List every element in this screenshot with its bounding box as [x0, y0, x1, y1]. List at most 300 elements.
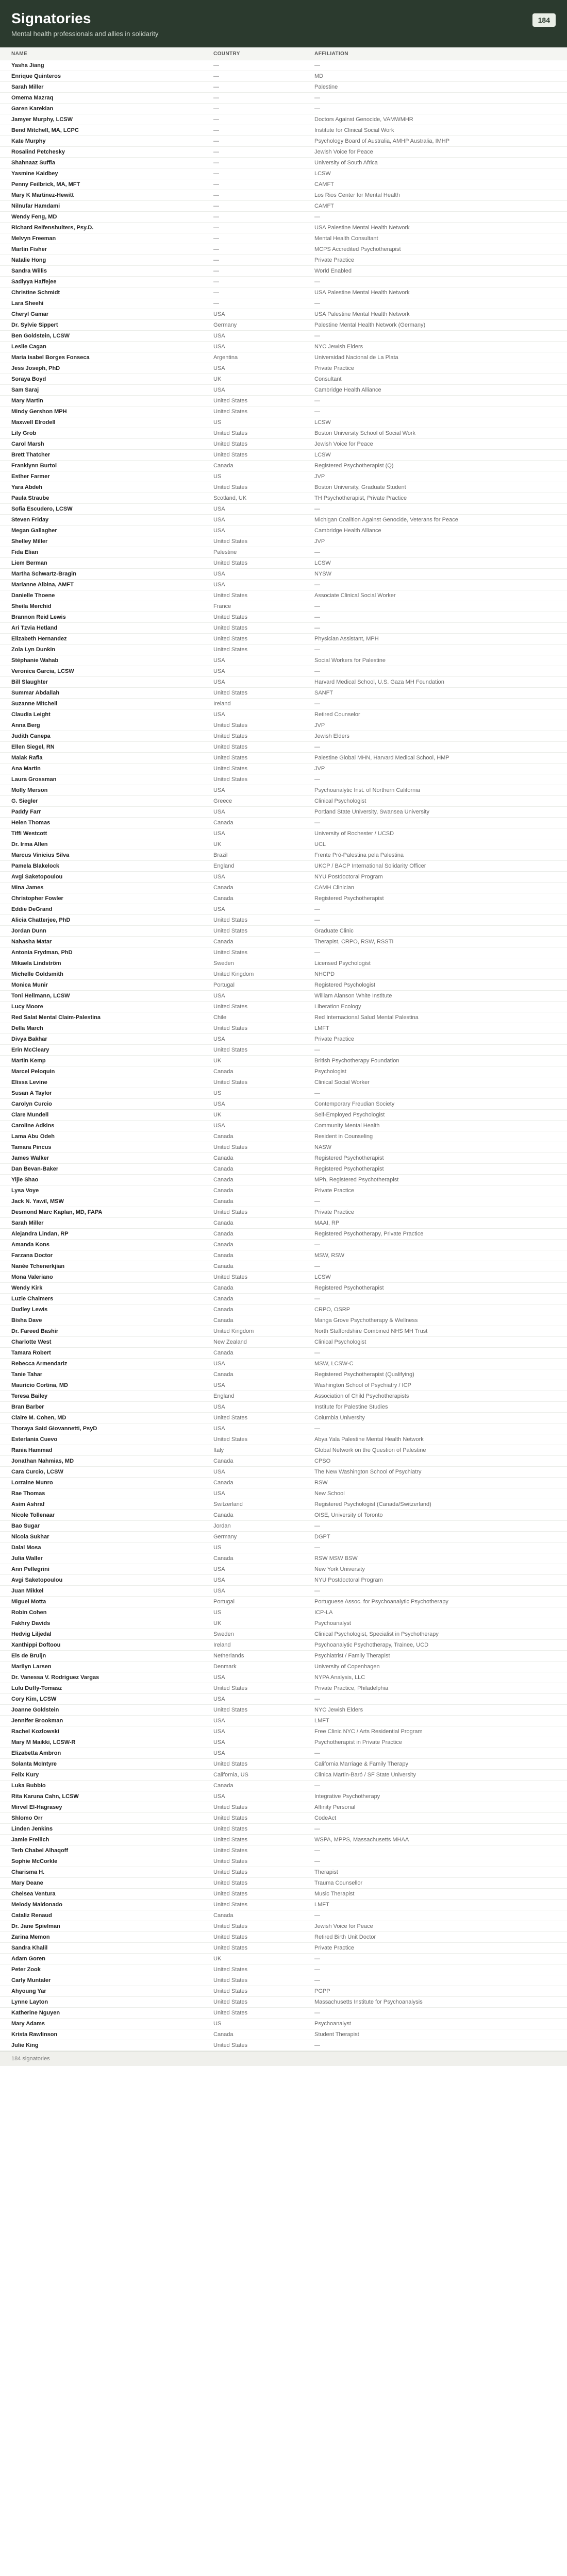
signatory-name: Bisha Dave — [0, 1315, 202, 1326]
signatory-name: Luzie Chalmers — [0, 1294, 202, 1304]
table-row — [0, 1748, 567, 1759]
signatory-affiliation: — — [303, 396, 567, 406]
signatory-name: Miguel Motta — [0, 1597, 202, 1607]
table-row — [0, 1737, 567, 1748]
signatory-country: Canada — [202, 1369, 303, 1380]
signatory-name: Tanie Tahar — [0, 1369, 202, 1380]
signatory-name: Lulu Duffy-Tomasz — [0, 1683, 202, 1694]
signatory-affiliation: Registered Psychotherapist (Qualifying) — [303, 1369, 567, 1380]
signatory-affiliation: Registered Psychotherapist (Q) — [303, 461, 567, 471]
signatory-name: Cory Kim, LCSW — [0, 1694, 202, 1705]
signatory-name: Monica Munir — [0, 980, 202, 991]
signatory-affiliation: — — [303, 1294, 567, 1304]
signatory-country: United States — [202, 1683, 303, 1694]
signatory-name: Sophie McCorkle — [0, 1856, 202, 1867]
signatory-country: United States — [202, 439, 303, 450]
signatory-name: Marilyn Larsen — [0, 1662, 202, 1672]
signatory-affiliation: New School — [303, 1488, 567, 1499]
table-row — [0, 1261, 567, 1272]
table-row — [0, 406, 567, 417]
signatory-affiliation: CPSO — [303, 1456, 567, 1467]
signatory-country: Canada — [202, 1315, 303, 1326]
table-row — [0, 1856, 567, 1867]
signatory-name: Toni Hellmann, LCSW — [0, 991, 202, 1002]
signatory-country: Denmark — [202, 1662, 303, 1672]
table-body — [0, 60, 567, 2051]
signatory-country: United States — [202, 1867, 303, 1878]
signatory-affiliation: Doctors Against Genocide, VAMWMHR — [303, 114, 567, 125]
signatory-name: Natalie Hong — [0, 255, 202, 266]
signatory-name: Rosalind Petchesky — [0, 147, 202, 158]
signatory-name: Yijie Shao — [0, 1175, 202, 1185]
table-row — [0, 1835, 567, 1845]
table-row — [0, 1759, 567, 1770]
signatory-name: Linden Jenkins — [0, 1824, 202, 1835]
signatory-affiliation: TH Psychotherapist, Private Practice — [303, 493, 567, 504]
signatory-affiliation: JVP — [303, 471, 567, 482]
signatory-name: Katherine Nguyen — [0, 2008, 202, 2019]
table-row — [0, 1045, 567, 1056]
signatory-affiliation: — — [303, 623, 567, 634]
signatory-name: Desmond Marc Kaplan, MD, FAPA — [0, 1207, 202, 1218]
table-row — [0, 1488, 567, 1499]
table-row — [0, 1791, 567, 1802]
signatory-country: United States — [202, 742, 303, 753]
signatory-name: Rania Hammad — [0, 1445, 202, 1456]
signatory-country: US — [202, 471, 303, 482]
table-row — [0, 1359, 567, 1369]
signatory-country: US — [202, 2019, 303, 2029]
table-row — [0, 699, 567, 709]
signatory-affiliation: NASW — [303, 1142, 567, 1153]
signatory-country: United States — [202, 1964, 303, 1975]
page-title: Signatories — [11, 10, 91, 26]
signatory-name: Martin Fisher — [0, 244, 202, 255]
table-row — [0, 1932, 567, 1943]
signatory-country: Canada — [202, 461, 303, 471]
table-row — [0, 980, 567, 991]
signatory-affiliation: — — [303, 1748, 567, 1759]
signatory-country: USA — [202, 1575, 303, 1586]
signatory-name: G. Siegler — [0, 796, 202, 807]
signatory-affiliation: World Enabled — [303, 266, 567, 277]
table-row — [0, 818, 567, 828]
signatory-affiliation: MSW, LCSW-C — [303, 1359, 567, 1369]
signatory-name: Jennifer Brookman — [0, 1716, 202, 1726]
table-row — [0, 1402, 567, 1413]
signatory-affiliation: CAMH Clinician — [303, 883, 567, 893]
signatory-affiliation: CRPO, OSRP — [303, 1304, 567, 1315]
signatory-name: Esther Farmer — [0, 471, 202, 482]
signatory-name: Liem Berman — [0, 558, 202, 569]
signatory-name: Erin McCleary — [0, 1045, 202, 1056]
signatory-country: Ireland — [202, 1640, 303, 1651]
signatory-country: — — [202, 114, 303, 125]
signatory-affiliation: DGPT — [303, 1532, 567, 1543]
signatory-country: United States — [202, 753, 303, 764]
signatory-affiliation: Palestine — [303, 82, 567, 93]
signatory-affiliation: Student Therapist — [303, 2029, 567, 2040]
signatory-affiliation: Institute for Palestine Studies — [303, 1402, 567, 1413]
signatory-country: USA — [202, 1726, 303, 1737]
signatory-country: Germany — [202, 320, 303, 331]
signatory-affiliation: LMFT — [303, 1023, 567, 1034]
signatory-name: Cheryl Gamar — [0, 309, 202, 320]
signatory-affiliation: UKCP / BACP International Solidarity Officer — [303, 861, 567, 872]
signatory-name: Claudia Leight — [0, 709, 202, 720]
signatory-name: Cataliz Renaud — [0, 1910, 202, 1921]
table-row — [0, 1207, 567, 1218]
signatory-affiliation: LMFT — [303, 1900, 567, 1910]
signatory-name: Avgi Saketopoulou — [0, 872, 202, 883]
signatory-country: — — [202, 158, 303, 168]
signatory-country: Canada — [202, 883, 303, 893]
signatory-name: Christopher Fowler — [0, 893, 202, 904]
signatory-affiliation: LCSW — [303, 450, 567, 461]
signatory-country: United States — [202, 536, 303, 547]
signatory-country: — — [202, 147, 303, 158]
signatory-country: Canada — [202, 1781, 303, 1791]
signatory-affiliation: Association of Child Psychotherapists — [303, 1391, 567, 1402]
signatory-affiliation: — — [303, 1910, 567, 1921]
signatory-name: Julie King — [0, 2040, 202, 2051]
signatory-country: United States — [202, 590, 303, 601]
table-row — [0, 1131, 567, 1142]
signatory-affiliation: OISE, University of Toronto — [303, 1510, 567, 1521]
signatory-country: USA — [202, 363, 303, 374]
signatory-affiliation: Portuguese Assoc. for Psychoanalytic Psychotherapy — [303, 1597, 567, 1607]
signatory-affiliation: Universidad Nacional de La Plata — [303, 352, 567, 363]
signatory-name: Marcus Vinicius Silva — [0, 850, 202, 861]
signatory-country: United States — [202, 2008, 303, 2019]
table-row — [0, 309, 567, 320]
signatory-country: USA — [202, 1672, 303, 1683]
signatory-affiliation: Clinical Psychologist — [303, 1337, 567, 1348]
signatory-affiliation: — — [303, 915, 567, 926]
column-header-affiliation: AFFILIATION — [303, 47, 567, 60]
signatory-affiliation: RSW — [303, 1478, 567, 1488]
signatory-country: Switzerland — [202, 1499, 303, 1510]
signatory-country: United States — [202, 623, 303, 634]
signatory-country: England — [202, 861, 303, 872]
signatory-name: Lynne Layton — [0, 1997, 202, 2008]
table-row — [0, 1975, 567, 1986]
signatory-name: Asim Ashraf — [0, 1499, 202, 1510]
signatory-name: Marianne Albina, AMFT — [0, 580, 202, 590]
signatory-country: USA — [202, 1586, 303, 1597]
table-row — [0, 450, 567, 461]
signatory-country: USA — [202, 666, 303, 677]
signatory-affiliation: — — [303, 1586, 567, 1597]
table-row — [0, 331, 567, 342]
table-row — [0, 623, 567, 634]
table-row — [0, 709, 567, 720]
signatory-country: Canada — [202, 1348, 303, 1359]
table-row — [0, 1250, 567, 1261]
signatory-affiliation: Music Therapist — [303, 1889, 567, 1900]
signatory-country: — — [202, 233, 303, 244]
signatory-affiliation: William Alanson White Institute — [303, 991, 567, 1002]
table-row — [0, 1164, 567, 1175]
signatory-affiliation: Free Clinic NYC / Arts Residential Program — [303, 1726, 567, 1737]
signatory-country: United States — [202, 1023, 303, 1034]
signatory-name: Yasha Jiang — [0, 60, 202, 71]
signatory-name: Mary Adams — [0, 2019, 202, 2029]
signatory-name: Molly Merson — [0, 785, 202, 796]
table-row — [0, 190, 567, 201]
signatory-country: — — [202, 179, 303, 190]
signatory-country: United States — [202, 612, 303, 623]
signatory-country: Portugal — [202, 1597, 303, 1607]
signatory-affiliation: Psychoanalytic Psychotherapy, Trainee, UCD — [303, 1640, 567, 1651]
signatory-country: USA — [202, 1564, 303, 1575]
signatory-affiliation: Registered Psychologist — [303, 980, 567, 991]
table-row — [0, 893, 567, 904]
signatory-country: Canada — [202, 937, 303, 947]
signatory-country: UK — [202, 1618, 303, 1629]
signatory-country: United States — [202, 720, 303, 731]
table-row — [0, 1564, 567, 1575]
table-row — [0, 396, 567, 406]
signatory-affiliation: — — [303, 947, 567, 958]
table-row — [0, 1369, 567, 1380]
signatory-name: Farzana Doctor — [0, 1250, 202, 1261]
signatory-name: Mary M Maikki, LCSW-R — [0, 1737, 202, 1748]
signatory-name: Mindy Gershon MPH — [0, 406, 202, 417]
signatory-country: France — [202, 601, 303, 612]
signatory-affiliation: — — [303, 2040, 567, 2051]
table-row — [0, 1196, 567, 1207]
table-row — [0, 1986, 567, 1997]
table-row — [0, 1662, 567, 1672]
signatory-country: USA — [202, 1121, 303, 1131]
table-row — [0, 828, 567, 839]
signatory-country: — — [202, 136, 303, 147]
signatory-country: United States — [202, 1207, 303, 1218]
signatory-affiliation: Psychology Board of Australia, AMHP Australia, IMHP — [303, 136, 567, 147]
table-row — [0, 1326, 567, 1337]
signatory-affiliation: Clinical Psychologist — [303, 796, 567, 807]
signatory-affiliation: LCSW — [303, 1272, 567, 1283]
signatory-affiliation: UCL — [303, 839, 567, 850]
signatory-name: Christine Schmidt — [0, 287, 202, 298]
signatory-country: USA — [202, 1380, 303, 1391]
signatory-name: Mary K Martinez-Hewitt — [0, 190, 202, 201]
signatory-country: — — [202, 223, 303, 233]
table-row — [0, 774, 567, 785]
signatory-country: United States — [202, 1932, 303, 1943]
signatory-name: Caroline Adkins — [0, 1121, 202, 1131]
table-row — [0, 1056, 567, 1066]
signatory-affiliation: — — [303, 742, 567, 753]
signatory-country: Canada — [202, 1218, 303, 1229]
signatory-name: Juan Mikkel — [0, 1586, 202, 1597]
table-row — [0, 1964, 567, 1975]
signatory-affiliation: California Marriage & Family Therapy — [303, 1759, 567, 1770]
signatory-name: Dr. Irma Allen — [0, 839, 202, 850]
signatory-affiliation: Graduate Clinic — [303, 926, 567, 937]
signatory-affiliation: Psychoanalytic Inst. of Northern California — [303, 785, 567, 796]
table-row — [0, 655, 567, 666]
signatory-name: Red Salat Mental Claim-Palestina — [0, 1012, 202, 1023]
table-row — [0, 1499, 567, 1510]
signatory-name: Clare Mundell — [0, 1110, 202, 1121]
signatory-name: Garen Karekian — [0, 104, 202, 114]
table-row — [0, 1683, 567, 1694]
table-row — [0, 785, 567, 796]
signatory-country: USA — [202, 828, 303, 839]
table-row — [0, 991, 567, 1002]
signatory-name: Lorraine Munro — [0, 1478, 202, 1488]
signatory-country: United States — [202, 1997, 303, 2008]
signatory-affiliation: JVP — [303, 536, 567, 547]
signatory-country: USA — [202, 991, 303, 1002]
signatory-affiliation: — — [303, 1824, 567, 1835]
table-row — [0, 1315, 567, 1326]
signatory-name: Luka Bubbio — [0, 1781, 202, 1791]
signatory-affiliation: University of Copenhagen — [303, 1662, 567, 1672]
signatory-name: Dan Bevan-Baker — [0, 1164, 202, 1175]
signatory-affiliation: Private Practice — [303, 1185, 567, 1196]
signatory-name: Maria Isabel Borges Fonseca — [0, 352, 202, 363]
signatory-name: Fakhry Davids — [0, 1618, 202, 1629]
signatory-affiliation: Private Practice — [303, 1034, 567, 1045]
signatory-country: Canada — [202, 1196, 303, 1207]
signatory-affiliation: Registered Psychotherapy, Private Practice — [303, 1229, 567, 1240]
signatory-country: USA — [202, 1488, 303, 1499]
signatory-affiliation: Columbia University — [303, 1413, 567, 1423]
signatory-affiliation: Abya Yala Palestine Mental Health Network — [303, 1434, 567, 1445]
signatory-affiliation: The New Washington School of Psychiatry — [303, 1467, 567, 1478]
table-row — [0, 861, 567, 872]
table-row — [0, 1900, 567, 1910]
signatory-country: United States — [202, 1845, 303, 1856]
table-row — [0, 580, 567, 590]
table-row — [0, 1337, 567, 1348]
signatory-affiliation: Boston University School of Social Work — [303, 428, 567, 439]
signatory-name: Bill Slaughter — [0, 677, 202, 688]
table-row — [0, 158, 567, 168]
signatory-country: United States — [202, 1921, 303, 1932]
signatory-name: Jordan Dunn — [0, 926, 202, 937]
signatory-name: Antonia Frydman, PhD — [0, 947, 202, 958]
signatory-affiliation: Affinity Personal — [303, 1802, 567, 1813]
signatory-country: Canada — [202, 1910, 303, 1921]
signatory-name: Amanda Kons — [0, 1240, 202, 1250]
signatory-country: Canada — [202, 1553, 303, 1564]
signatory-affiliation: USA Palestine Mental Health Network — [303, 223, 567, 233]
signatory-affiliation: — — [303, 904, 567, 915]
signatory-country: Canada — [202, 1240, 303, 1250]
table-row — [0, 1002, 567, 1012]
signatory-country: United States — [202, 1077, 303, 1088]
signatory-name: Rae Thomas — [0, 1488, 202, 1499]
signatory-country: — — [202, 298, 303, 309]
signatory-country: United States — [202, 428, 303, 439]
signatory-affiliation: Los Rios Center for Mental Health — [303, 190, 567, 201]
table-row — [0, 1294, 567, 1304]
signatory-affiliation: USA Palestine Mental Health Network — [303, 309, 567, 320]
table-row — [0, 536, 567, 547]
table-row — [0, 1240, 567, 1250]
signatory-name: Mary Deane — [0, 1878, 202, 1889]
signatory-name: Ben Goldstein, LCSW — [0, 331, 202, 342]
signatory-country: United Kingdom — [202, 969, 303, 980]
signatory-affiliation: Associate Clinical Social Worker — [303, 590, 567, 601]
table-row — [0, 352, 567, 363]
signatory-country: USA — [202, 709, 303, 720]
table-row — [0, 60, 567, 71]
column-header-name: NAME — [0, 47, 202, 60]
signatory-country: Italy — [202, 1445, 303, 1456]
signatory-name: Mina James — [0, 883, 202, 893]
signatory-country: Argentina — [202, 352, 303, 363]
signatory-name: Ahyoung Yar — [0, 1986, 202, 1997]
signatory-country: United States — [202, 1802, 303, 1813]
table-row — [0, 482, 567, 493]
signatory-country: United States — [202, 915, 303, 926]
signatory-name: Judith Canepa — [0, 731, 202, 742]
signatory-affiliation: CAMFT — [303, 179, 567, 190]
signatory-affiliation: NYU Postdoctoral Program — [303, 1575, 567, 1586]
signatory-affiliation: — — [303, 1964, 567, 1975]
table-row — [0, 688, 567, 699]
signatory-affiliation: LMFT — [303, 1716, 567, 1726]
table-row — [0, 1532, 567, 1543]
signatory-name: Brett Thatcher — [0, 450, 202, 461]
table-row — [0, 1597, 567, 1607]
signatory-name: Cara Curcio, LCSW — [0, 1467, 202, 1478]
table-row — [0, 634, 567, 645]
signatory-affiliation: Private Practice — [303, 1943, 567, 1954]
table-row — [0, 1121, 567, 1131]
table-row — [0, 1672, 567, 1683]
signatory-country: United States — [202, 1002, 303, 1012]
signatory-country: USA — [202, 1034, 303, 1045]
signatory-country: USA — [202, 1791, 303, 1802]
signatory-country: Greece — [202, 796, 303, 807]
signatory-affiliation: Therapist, CRPO, RSW, RSSTI — [303, 937, 567, 947]
signatory-country: Ireland — [202, 699, 303, 709]
signatory-affiliation: LCSW — [303, 417, 567, 428]
signatory-country: Scotland, UK — [202, 493, 303, 504]
table-row — [0, 114, 567, 125]
signatory-country: United States — [202, 1986, 303, 1997]
signatory-name: Zola Lyn Dunkin — [0, 645, 202, 655]
signatory-affiliation: Massachusetts Institute for Psychoanalysis — [303, 1997, 567, 2008]
table-row — [0, 1726, 567, 1737]
table-row — [0, 1910, 567, 1921]
table-row — [0, 147, 567, 158]
table-row — [0, 1434, 567, 1445]
signatory-name: Dr. Fareed Bashir — [0, 1326, 202, 1337]
signatory-country: United States — [202, 1975, 303, 1986]
signatory-name: Terb Chabel Alhaqoff — [0, 1845, 202, 1856]
signatory-country: Canada — [202, 1229, 303, 1240]
signatory-country: United States — [202, 1705, 303, 1716]
signatory-country: — — [202, 168, 303, 179]
table-row — [0, 1229, 567, 1240]
page-footer — [0, 2051, 567, 2066]
signatory-country: — — [202, 212, 303, 223]
signatory-country: Canada — [202, 893, 303, 904]
signatory-country: USA — [202, 1694, 303, 1705]
signatory-country: USA — [202, 655, 303, 666]
signatory-affiliation: CAMFT — [303, 201, 567, 212]
signatory-name: Ellen Siegel, RN — [0, 742, 202, 753]
table-row — [0, 1023, 567, 1034]
table-row — [0, 526, 567, 536]
